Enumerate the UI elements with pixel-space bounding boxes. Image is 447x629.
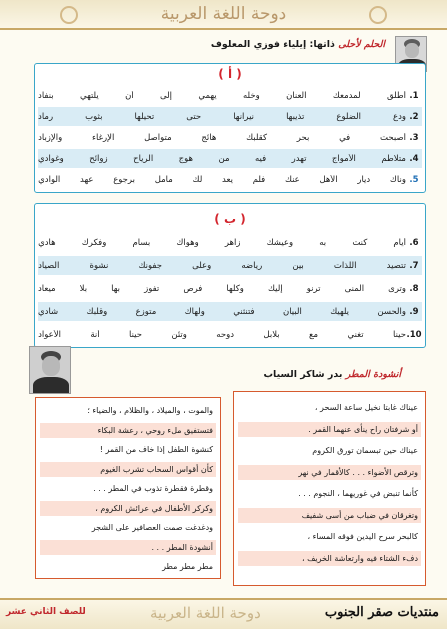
verse-number: 6. [409, 237, 419, 248]
verse-word: الصياد [38, 260, 60, 271]
verse-row [38, 86, 422, 105]
verse-word: ودع [393, 111, 406, 122]
verse-word: بها [111, 283, 121, 294]
poem-line: كالبحر سرح اليدين فوقه المساء ، [307, 532, 418, 541]
poem-line: وقطرة فقطرة تذوب في المطر . . . [93, 484, 213, 493]
poem-line: مطر مطر مطر [162, 562, 213, 571]
verse-text [38, 261, 406, 271]
verse-word: المنى [344, 283, 365, 294]
poem-line: كنشوة الطفل إذا خاف من القمر ! [99, 445, 213, 454]
verse-word: أنة [90, 329, 100, 340]
footer-grade: للصف الثاني عشر [6, 607, 86, 617]
verse-word: تتصيد [386, 260, 406, 271]
poem-line: ودغدغت صمت العصافير على الشجر [91, 523, 213, 532]
verse-word: تذيبها [286, 111, 305, 122]
verse-word: اللذات [333, 260, 357, 271]
poem2-left-column [35, 397, 221, 579]
verse-word: هادي [38, 237, 56, 248]
poet2-portrait [29, 346, 71, 394]
verse-row [38, 233, 422, 252]
header-banner [0, 0, 447, 30]
verse-word: كنت [352, 237, 368, 248]
verse-word: وتئن [171, 329, 187, 340]
verse-row [38, 325, 422, 344]
verse-word: الأهل [319, 174, 338, 185]
verse-text [38, 133, 406, 143]
verse-word: كقلبك [246, 132, 268, 143]
verse-word: يعد [222, 174, 233, 185]
poem2-right-column [233, 391, 426, 586]
header-brand: دوحة اللغة العربية [160, 4, 287, 24]
poem-line: كأنما تنبض في غوريهما ، النجوم . . . [298, 489, 418, 498]
verse-word: بين [292, 260, 304, 271]
verse-word: في [339, 132, 351, 143]
verse-text [38, 238, 406, 248]
verse-row [38, 128, 422, 147]
verse-word: فرص [183, 283, 203, 294]
poem-line: والموت ، والميلاد ، والظلام ، والضياء ؛ [87, 406, 213, 415]
verse-word: الوادي [38, 174, 61, 185]
verse-number: 8. [409, 283, 419, 294]
verse-word: والحسن [377, 306, 406, 317]
verse-word: دوحه [216, 329, 234, 340]
verse-word: متواصل [144, 132, 172, 143]
verse-word: فتنثني [233, 306, 255, 317]
verse-word: بنفاد [38, 90, 54, 101]
verse-word: وناك [389, 174, 406, 185]
section-a-label: ( أ ) [218, 67, 242, 81]
poem-line: وتغرقان في ضباب من أسى شفيف [238, 508, 421, 523]
verse-word: عنك [284, 174, 300, 185]
poem2-title-name: أنشودة المطر [345, 369, 401, 380]
verse-word: أن [125, 90, 134, 101]
ornament-icon [369, 6, 387, 24]
verse-word: وكلها [226, 283, 244, 294]
verse-word: يهمي [198, 90, 217, 101]
verse-word: مع [309, 329, 319, 340]
verse-word: يلهيك [330, 306, 350, 317]
poem1-title [211, 39, 385, 50]
verse-number: 7. [409, 260, 419, 271]
verse-word: رياضه [241, 260, 263, 271]
verse-word: حينا [129, 329, 142, 340]
verse-word: ديار [357, 174, 371, 185]
verse-word: جفونك [138, 260, 162, 271]
verse-word: وخله [243, 90, 260, 101]
verse-word: وعيشك [266, 237, 294, 248]
verse-word: وفكرك [81, 237, 107, 248]
verse-word: الإرغاء [92, 132, 115, 143]
verse-word: متوزع [135, 306, 157, 317]
footer-brand: دوحة اللغة العربية [150, 604, 261, 622]
verse-word: هائج [201, 132, 217, 143]
verse-word: البيان [282, 306, 302, 317]
verse-word: برجوع [113, 174, 135, 185]
verse-word: به [319, 237, 327, 248]
verse-word: من [218, 153, 230, 164]
verse-word: زوائح [89, 153, 108, 164]
verse-row [38, 256, 422, 275]
verse-word: وعلى [192, 260, 212, 271]
verse-row [38, 149, 422, 168]
verse-text [38, 112, 406, 122]
verse-word: بسام [132, 237, 151, 248]
verse-word: فلم [252, 174, 266, 185]
verse-text [38, 330, 406, 340]
poem-line: وترقص الأضواء . . . كالأقمار في نهر [238, 465, 421, 480]
poem1-title-rest: ذاتها: إيلياء فوزي المعلوف [210, 39, 339, 50]
verse-number: 9. [409, 306, 419, 317]
verse-text [38, 284, 406, 294]
verse-text [38, 175, 406, 185]
verse-word: متلاطم [381, 153, 406, 164]
verse-word: يلتهي [79, 90, 99, 101]
verse-word: بلا [79, 283, 88, 294]
verse-word: الأمواج [331, 153, 356, 164]
verse-word: مأمل [154, 174, 173, 185]
poem-line: عيناك حين تبسمان تورق الكروم [312, 446, 418, 455]
verse-word: والإزباد [38, 132, 63, 143]
poem-line: أو شرفتان راح ينأى عنهما القمر . [238, 422, 421, 437]
verse-word: نشوة [89, 260, 109, 271]
verse-number: 10. [406, 329, 422, 340]
section-b-label: ( ب ) [214, 212, 246, 226]
verse-text [38, 154, 406, 164]
poem1-title-name: الحلم لأحلى [338, 39, 385, 50]
poem-line: عيناك غابتا نخيل ساعة السحر ، [314, 403, 418, 412]
verse-word: تهدر [291, 153, 307, 164]
verse-word: زاهر [224, 237, 241, 248]
verse-word: لمدمعك [332, 90, 361, 101]
poem-line: فتستفيق ملء روحي ، رعشة البكاء [40, 423, 216, 438]
verse-row [38, 302, 422, 321]
verse-word: حينا [393, 329, 406, 340]
poem-line: دفء الشتاء فيه وارتعاشة الخريف ، [238, 551, 421, 566]
poem-line: وكركر الأطفال في عرائش الكروم ، [40, 501, 216, 516]
poem1-section-a [34, 63, 426, 193]
verse-word: حتى [186, 111, 202, 122]
verse-word: الضلوع [336, 111, 361, 122]
verse-text [38, 91, 406, 101]
poem2-title-rest: بدر شاكر السياب [263, 369, 346, 380]
verse-word: شادي [38, 306, 59, 317]
verse-number: 5. [409, 174, 419, 185]
verse-word: تحيلها [134, 111, 155, 122]
verse-word: بحر [296, 132, 310, 143]
poem-line: كأن أقواس السحاب تشرب الغيوم [40, 462, 216, 477]
verse-word: فيه [254, 153, 267, 164]
verse-word: تفوز [144, 283, 160, 294]
verse-word: وقلبك [86, 306, 108, 317]
verse-word: لك [192, 174, 203, 185]
verse-word: أطلق [386, 90, 406, 101]
verse-number: 4. [409, 153, 419, 164]
verse-word: إليك [267, 283, 283, 294]
poem2-title [263, 369, 401, 380]
ornament-icon [60, 6, 78, 24]
verse-word: أصبحت [380, 132, 406, 143]
verse-word: إلى [160, 90, 173, 101]
verse-text [38, 307, 406, 317]
verse-word: الأعواد [38, 329, 61, 340]
verse-number: 1. [409, 90, 419, 101]
verse-word: الرياح [133, 153, 154, 164]
footer-site: منتديات صقر الجنوب [324, 605, 439, 620]
verse-row [38, 170, 422, 189]
verse-word: وهواك [176, 237, 199, 248]
verse-word: ترنو [306, 283, 321, 294]
verse-row [38, 107, 422, 126]
verse-word: أيام [393, 237, 406, 248]
verse-word: وترى [388, 283, 406, 294]
verse-number: 3. [409, 132, 419, 143]
poem1-section-b [34, 203, 426, 348]
footer-banner [0, 598, 447, 629]
verse-word: رماد [38, 111, 54, 122]
verse-row [38, 279, 422, 298]
poem-line: أنشودة المطر . . . [40, 540, 216, 555]
verse-word: بلابل [263, 329, 280, 340]
verse-word: العنان [286, 90, 307, 101]
verse-word: ميعاد [38, 283, 56, 294]
verse-number: 2. [409, 111, 419, 122]
verse-word: تغني [347, 329, 364, 340]
verse-word: بثوب [85, 111, 103, 122]
verse-word: نيرانها [233, 111, 255, 122]
verse-word: عهد [80, 174, 94, 185]
verse-word: هوج [178, 153, 194, 164]
verse-word: ولهاك [184, 306, 205, 317]
verse-word: وغوادي [38, 153, 64, 164]
